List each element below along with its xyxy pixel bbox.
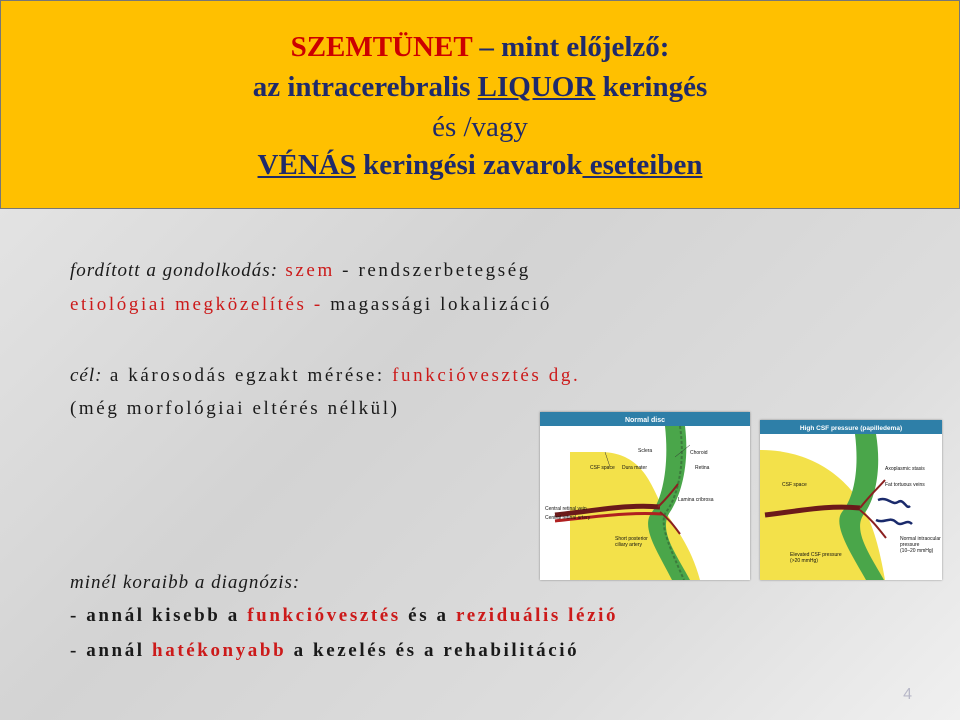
text-line-3 (70, 365, 580, 387)
line5-italic: minél koraibb a diagnózis: (70, 572, 301, 593)
title-line-4-b: keringési zavarok (355, 149, 583, 181)
label-lamina-cribrosa: Lamina cribrosa (678, 497, 714, 503)
title-line-2 (1, 71, 959, 104)
label-axoplasmic-stasis: Axoplasmic stasis (885, 466, 925, 472)
text-line-5 (70, 572, 300, 594)
line6-a: - annál kisebb a (70, 605, 248, 626)
line2-rest: magassági lokalizáció (330, 294, 553, 315)
title-line-4 (1, 149, 959, 182)
label-pressure: pressure (900, 542, 920, 548)
label-csf-space-right: CSF space (782, 482, 807, 488)
line1-rest: - rendszerbetegség (342, 260, 531, 281)
normal-disc-diagram (540, 412, 750, 580)
tortuous-veins (876, 499, 912, 524)
text-line-2 (70, 294, 552, 316)
title-line-1 (1, 31, 959, 64)
normal-disc-header: Normal disc (624, 417, 666, 424)
label-fat-tortuous-veins: Fat tortuous veins (885, 482, 925, 488)
line7-a: - annál (70, 640, 153, 661)
label-short-posterior: Short posterior (615, 536, 648, 542)
title-box (0, 0, 960, 209)
label-elevated-csf-pressure: Elevated CSF pressure (790, 552, 842, 558)
title-szemtunet: SZEMTÜNET (290, 31, 473, 63)
papilledema-header: High CSF pressure (papilledema) (799, 425, 903, 432)
papilledema-diagram (760, 420, 942, 580)
title-line-2-b: keringés (595, 71, 708, 103)
label-10-20-mmhg: (10–20 mmHg) (900, 548, 934, 554)
title-liquor: LIQUOR (477, 71, 596, 103)
page-number: 4 (903, 686, 912, 703)
title-line-1-rest: – mint előjelző: (472, 31, 670, 63)
label-dura-mater: Dura mater (622, 465, 648, 471)
line3-red: funkcióvesztés dg. (392, 365, 581, 386)
papilledema-illustration (760, 420, 942, 580)
title-line-4-c: eseteiben (582, 149, 703, 181)
line3-rest: a károsodás egzakt mérése: (102, 365, 393, 386)
label-choroid: Choroid (690, 450, 708, 456)
line7-b: a kezelés és a rehabilitáció (286, 640, 580, 661)
title-venas: VÉNÁS (257, 149, 356, 181)
text-line-4: (még morfológiai eltérés nélkül) (70, 398, 400, 419)
line6-red-2: reziduális lézió (456, 605, 619, 626)
line2-red: etiológiai megközelítés - (70, 294, 331, 315)
label-retina: Retina (695, 465, 710, 471)
text-line-6 (70, 605, 618, 627)
label-csf-space: CSF space (590, 465, 615, 471)
label-sclera: Sclera (638, 448, 653, 454)
text-line-7 (70, 640, 579, 662)
label-ciliary-artery: ciliary artery (615, 542, 642, 548)
line7-red: hatékonyabb (152, 640, 287, 661)
normal-disc-illustration (540, 412, 750, 580)
label-normal-intraocular: Normal intraocular (900, 536, 941, 542)
line6-b: és a (400, 605, 456, 626)
line3-italic: cél: (70, 365, 103, 386)
title-line-3: és /vagy (432, 111, 528, 143)
label-central-retinal-artery: Central retinal artery (545, 515, 591, 521)
text-line-1 (70, 260, 531, 282)
line1-red: szem (278, 260, 343, 281)
label-central-retinal-vein: Central retinal vein (545, 506, 587, 512)
line1-italic: fordított a gondolkodás: (70, 260, 279, 281)
title-line-2-a: az intracerebralis (252, 71, 478, 103)
line6-red-1: funkcióvesztés (247, 605, 401, 626)
label-gt-20-mmhg: (>20 mmHg) (790, 558, 818, 564)
